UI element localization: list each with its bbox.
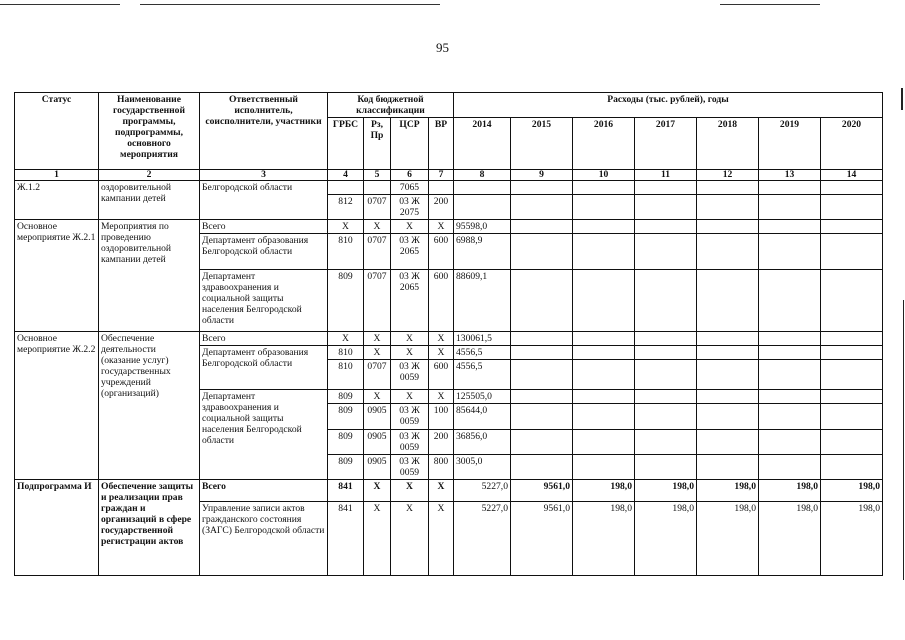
vr-cell: Х	[429, 480, 454, 502]
column-number: 1	[15, 170, 99, 181]
responsible-cell: Департамент образования Белгородской области	[200, 346, 328, 390]
rz-cell: 0905	[364, 404, 391, 430]
year-cell	[635, 234, 697, 270]
year-cell	[635, 360, 697, 390]
year-2014-cell: 4556,5	[454, 346, 511, 360]
header-year: 2015	[511, 118, 573, 170]
vr-cell: 600	[429, 234, 454, 270]
year-cell	[573, 360, 635, 390]
year-cell	[697, 195, 759, 220]
year-cell	[573, 430, 635, 455]
header-csr: ЦСР	[391, 118, 429, 170]
year-cell	[573, 455, 635, 480]
csr-cell: Х	[391, 346, 429, 360]
rz-cell: 0707	[364, 270, 391, 332]
name-cell: оздоровительной кампании детей	[99, 181, 200, 220]
header-responsible: Ответственный исполнитель, соисполнители, участники	[200, 93, 328, 170]
responsible-cell: Всего	[200, 332, 328, 346]
year-cell	[759, 181, 821, 195]
year-cell	[821, 234, 883, 270]
year-cell	[454, 195, 511, 220]
year-2014-cell: 5227,0	[454, 480, 511, 502]
grbs-cell: 809	[328, 404, 364, 430]
header-program-name: Наименование государственной программы, подпрограммы, основного мероприятия	[99, 93, 200, 170]
vr-cell: 600	[429, 270, 454, 332]
year-cell	[697, 220, 759, 234]
year-cell	[454, 181, 511, 195]
header-grbs: ГРБС	[328, 118, 364, 170]
year-cell	[635, 220, 697, 234]
column-number: 12	[697, 170, 759, 181]
table-row	[15, 332, 883, 346]
year-cell	[635, 390, 697, 404]
grbs-cell: 810	[328, 360, 364, 390]
rz-cell: Х	[364, 480, 391, 502]
csr-cell: 03 Ж 0059	[391, 360, 429, 390]
year-2014-cell: 5227,0	[454, 502, 511, 576]
vr-cell: 200	[429, 195, 454, 220]
year-cell	[635, 455, 697, 480]
header-year: 2018	[697, 118, 759, 170]
vr-cell: Х	[429, 346, 454, 360]
csr-cell: 03 Ж 0059	[391, 404, 429, 430]
year-cell	[759, 234, 821, 270]
year-cell	[697, 270, 759, 332]
status-cell: Подпрограмма И	[15, 480, 99, 576]
year-cell	[697, 234, 759, 270]
rz-cell: 0707	[364, 360, 391, 390]
year-cell	[635, 332, 697, 346]
year-cell	[759, 270, 821, 332]
header-budget-code: Код бюджетной классификации	[328, 93, 454, 118]
csr-cell: Х	[391, 480, 429, 502]
year-cell	[635, 346, 697, 360]
year-cell	[821, 455, 883, 480]
table-row	[15, 480, 883, 502]
rz-cell: Х	[364, 346, 391, 360]
vr-cell: 200	[429, 430, 454, 455]
grbs-cell: 809	[328, 270, 364, 332]
csr-cell: Х	[391, 220, 429, 234]
grbs-cell	[328, 181, 364, 195]
grbs-cell: 812	[328, 195, 364, 220]
year-cell	[821, 346, 883, 360]
csr-cell: 7065	[391, 181, 429, 195]
year-cell	[697, 346, 759, 360]
year-2016-cell: 198,0	[573, 502, 635, 576]
rz-cell: Х	[364, 332, 391, 346]
budget-table	[14, 92, 883, 576]
table-row	[15, 220, 883, 234]
vr-cell: 600	[429, 360, 454, 390]
header-year: 2016	[573, 118, 635, 170]
year-cell	[573, 270, 635, 332]
year-cell	[511, 220, 573, 234]
year-cell	[759, 455, 821, 480]
rz-cell: 0905	[364, 430, 391, 455]
csr-cell: 03 Ж 2065	[391, 270, 429, 332]
vr-cell: 100	[429, 404, 454, 430]
year-cell	[759, 195, 821, 220]
year-cell	[697, 181, 759, 195]
header-year: 2020	[821, 118, 883, 170]
table-row	[15, 181, 883, 195]
column-number: 13	[759, 170, 821, 181]
header-status: Статус	[15, 93, 99, 170]
year-cell	[821, 181, 883, 195]
year-cell	[573, 332, 635, 346]
year-2014-cell: 130061,5	[454, 332, 511, 346]
year-cell	[759, 390, 821, 404]
year-cell	[759, 360, 821, 390]
year-cell	[821, 404, 883, 430]
csr-cell: 03 Ж 2075	[391, 195, 429, 220]
year-2020-cell: 198,0	[821, 480, 883, 502]
column-number: 8	[454, 170, 511, 181]
grbs-cell: Х	[328, 220, 364, 234]
header-vr: ВР	[429, 118, 454, 170]
column-number: 6	[391, 170, 429, 181]
year-cell	[821, 430, 883, 455]
year-cell	[759, 346, 821, 360]
year-cell	[635, 181, 697, 195]
right-margin-mark	[903, 300, 904, 580]
column-number: 14	[821, 170, 883, 181]
year-cell	[635, 430, 697, 455]
grbs-cell: 841	[328, 502, 364, 576]
header-expenses: Расходы (тыс. рублей), годы	[454, 93, 883, 118]
rz-cell: 0707	[364, 234, 391, 270]
csr-cell: 03 Ж 0059	[391, 455, 429, 480]
csr-cell: 03 Ж 0059	[391, 430, 429, 455]
year-cell	[511, 195, 573, 220]
year-cell	[573, 404, 635, 430]
year-cell	[511, 270, 573, 332]
year-2014-cell: 95598,0	[454, 220, 511, 234]
year-2014-cell: 6988,9	[454, 234, 511, 270]
grbs-cell: 809	[328, 390, 364, 404]
year-cell	[573, 181, 635, 195]
year-cell	[511, 234, 573, 270]
year-cell	[697, 332, 759, 346]
year-cell	[511, 455, 573, 480]
csr-cell: 03 Ж 2065	[391, 234, 429, 270]
name-cell: Обеспечение деятельности (оказание услуг) государственных учреждений (организаций)	[99, 332, 200, 480]
year-2020-cell: 198,0	[821, 502, 883, 576]
grbs-cell: 810	[328, 346, 364, 360]
year-cell	[759, 404, 821, 430]
vr-cell: 800	[429, 455, 454, 480]
year-cell	[573, 195, 635, 220]
year-cell	[635, 270, 697, 332]
grbs-cell: Х	[328, 332, 364, 346]
vr-cell: Х	[429, 502, 454, 576]
column-number: 5	[364, 170, 391, 181]
top-border-line	[0, 4, 120, 5]
year-2018-cell: 198,0	[697, 480, 759, 502]
year-2014-cell: 36856,0	[454, 430, 511, 455]
year-cell	[511, 346, 573, 360]
status-cell: Основное мероприятие Ж.2.1	[15, 220, 99, 332]
year-cell	[573, 234, 635, 270]
column-number-row	[15, 170, 883, 181]
rz-cell: Х	[364, 390, 391, 404]
vr-cell: Х	[429, 390, 454, 404]
year-2014-cell: 3005,0	[454, 455, 511, 480]
year-cell	[635, 404, 697, 430]
grbs-cell: 809	[328, 455, 364, 480]
responsible-cell: Управление записи актов гражданского состояния (ЗАГС) Белгородской области	[200, 502, 328, 576]
year-cell	[821, 270, 883, 332]
year-2014-cell: 88609,1	[454, 270, 511, 332]
responsible-cell: Департамент здравоохранения и социальной защиты населения Белгородской области	[200, 390, 328, 480]
year-cell	[759, 332, 821, 346]
year-2014-cell: 125505,0	[454, 390, 511, 404]
responsible-cell: Всего	[200, 480, 328, 502]
column-number: 2	[99, 170, 200, 181]
page-number: 95	[436, 40, 449, 55]
responsible-cell: Всего	[200, 220, 328, 234]
year-cell	[697, 390, 759, 404]
right-margin-mark	[901, 88, 903, 110]
year-cell	[821, 195, 883, 220]
column-number: 3	[200, 170, 328, 181]
year-2019-cell: 198,0	[759, 502, 821, 576]
year-2019-cell: 198,0	[759, 480, 821, 502]
year-cell	[511, 404, 573, 430]
status-cell: Основное мероприятие Ж.2.2	[15, 332, 99, 480]
name-cell: Обеспечение защиты и реализации прав граждан и организаций в сфере государственной регистрации актов	[99, 480, 200, 576]
vr-cell: Х	[429, 332, 454, 346]
csr-cell: Х	[391, 502, 429, 576]
header-row	[15, 93, 883, 118]
top-border-line	[140, 4, 440, 5]
rz-cell: Х	[364, 502, 391, 576]
header-rz-pr: Рз, Пр	[364, 118, 391, 170]
year-2015-cell: 9561,0	[511, 480, 573, 502]
header-year: 2017	[635, 118, 697, 170]
column-number: 4	[328, 170, 364, 181]
year-cell	[821, 332, 883, 346]
year-cell	[573, 346, 635, 360]
year-cell	[511, 181, 573, 195]
header-year: 2014	[454, 118, 511, 170]
responsible-cell: Белгородской области	[200, 181, 328, 220]
header-year: 2019	[759, 118, 821, 170]
year-2016-cell: 198,0	[573, 480, 635, 502]
grbs-cell: 809	[328, 430, 364, 455]
year-cell	[511, 390, 573, 404]
year-cell	[697, 455, 759, 480]
year-cell	[635, 195, 697, 220]
year-cell	[759, 220, 821, 234]
rz-cell: Х	[364, 220, 391, 234]
year-2017-cell: 198,0	[635, 480, 697, 502]
name-cell: Мероприятия по проведению оздоровительной кампании детей	[99, 220, 200, 332]
status-cell: Ж.1.2	[15, 181, 99, 220]
year-cell	[759, 430, 821, 455]
year-cell	[697, 430, 759, 455]
column-number: 10	[573, 170, 635, 181]
year-cell	[511, 360, 573, 390]
column-number: 7	[429, 170, 454, 181]
responsible-cell: Департамент образования Белгородской области	[200, 234, 328, 270]
year-2017-cell: 198,0	[635, 502, 697, 576]
year-cell	[821, 220, 883, 234]
rz-cell: 0905	[364, 455, 391, 480]
year-2014-cell: 85644,0	[454, 404, 511, 430]
top-border-line	[720, 4, 820, 5]
grbs-cell: 841	[328, 480, 364, 502]
grbs-cell: 810	[328, 234, 364, 270]
rz-cell: 0707	[364, 195, 391, 220]
year-cell	[821, 360, 883, 390]
csr-cell: Х	[391, 390, 429, 404]
year-cell	[573, 390, 635, 404]
year-cell	[573, 220, 635, 234]
vr-cell	[429, 181, 454, 195]
year-cell	[511, 430, 573, 455]
year-cell	[697, 360, 759, 390]
year-2015-cell: 9561,0	[511, 502, 573, 576]
rz-cell	[364, 181, 391, 195]
year-2018-cell: 198,0	[697, 502, 759, 576]
vr-cell: Х	[429, 220, 454, 234]
year-cell	[697, 404, 759, 430]
responsible-cell: Департамент здравоохранения и социальной защиты населения Белгородской области	[200, 270, 328, 332]
year-cell	[511, 332, 573, 346]
column-number: 11	[635, 170, 697, 181]
csr-cell: Х	[391, 332, 429, 346]
column-number: 9	[511, 170, 573, 181]
year-2014-cell: 4556,5	[454, 360, 511, 390]
year-cell	[821, 390, 883, 404]
